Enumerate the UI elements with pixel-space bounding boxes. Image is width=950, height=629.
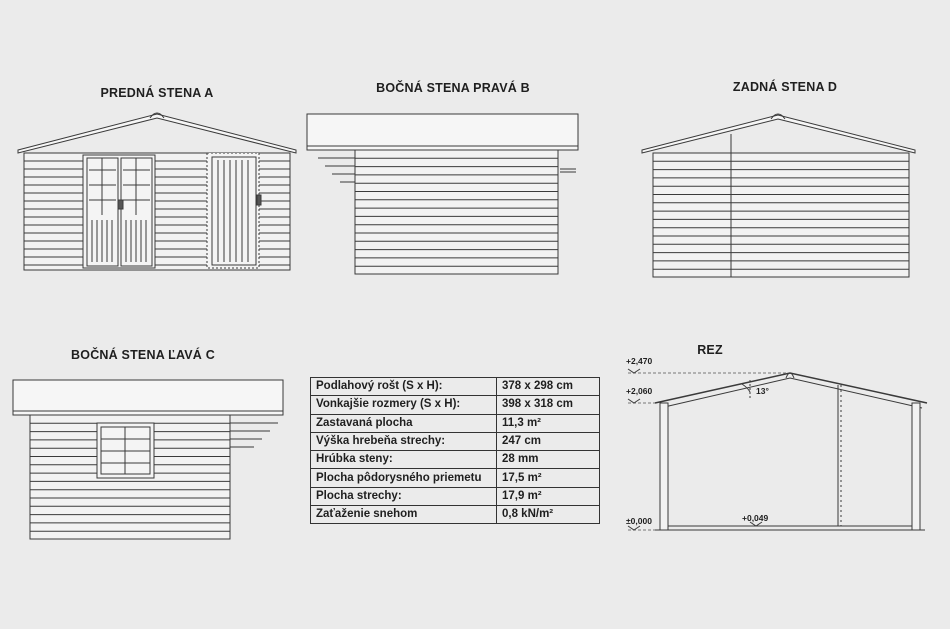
- title-right-wall: BOČNÁ STENA PRAVÁ B: [376, 81, 530, 95]
- spec-value: 0,8 kN/m²: [497, 506, 600, 524]
- spec-label: Výška hrebeňa strechy:: [311, 432, 497, 450]
- title-back-wall: ZADNÁ STENA D: [732, 80, 838, 94]
- spec-value: 11,3 m²: [497, 414, 600, 432]
- spec-label: Plocha pôdorysného priemetu: [311, 469, 497, 487]
- title-front-wall: PREDNÁ STENA A: [100, 86, 214, 100]
- title-left-wall: BOČNÁ STENA ĽAVÁ C: [71, 348, 215, 362]
- spec-label: Plocha strechy:: [311, 487, 497, 505]
- level-ridge-label: +2,470: [626, 356, 653, 366]
- spec-label: Zaťaženie snehom: [311, 506, 497, 524]
- spec-value: 28 mm: [497, 451, 600, 469]
- level-floor-label: +0,049: [742, 513, 769, 523]
- back-wall-drawing: [642, 114, 915, 277]
- spec-value: 17,5 m²: [497, 469, 600, 487]
- level-eave-label: +2,060: [626, 386, 653, 396]
- spec-row: [311, 414, 600, 432]
- left-wall-drawing: [13, 380, 283, 539]
- spec-label: Hrúbka steny:: [311, 451, 497, 469]
- spec-row: [311, 378, 600, 396]
- spec-label: Vonkajšie rozmery (S x H):: [311, 396, 497, 414]
- level-ground-label: ±0,000: [626, 516, 652, 526]
- spec-row: [311, 487, 600, 505]
- spec-row: [311, 451, 600, 469]
- spec-value: 398 x 318 cm: [497, 396, 600, 414]
- spec-value: 247 cm: [497, 432, 600, 450]
- spec-value: 17,9 m²: [497, 487, 600, 505]
- title-section: REZ: [697, 343, 723, 357]
- specs-table: [310, 377, 600, 524]
- front-wall-drawing: [18, 113, 296, 270]
- spec-value: 378 x 298 cm: [497, 378, 600, 396]
- spec-label: Zastavaná plocha: [311, 414, 497, 432]
- spec-row: [311, 396, 600, 414]
- right-wall-drawing: [307, 114, 578, 274]
- spec-row: [311, 469, 600, 487]
- spec-label: Podlahový rošt (S x H):: [311, 378, 497, 396]
- spec-row: [311, 506, 600, 524]
- section-drawing: [628, 369, 927, 530]
- roof-angle-label: 13°: [756, 386, 769, 396]
- spec-row: [311, 432, 600, 450]
